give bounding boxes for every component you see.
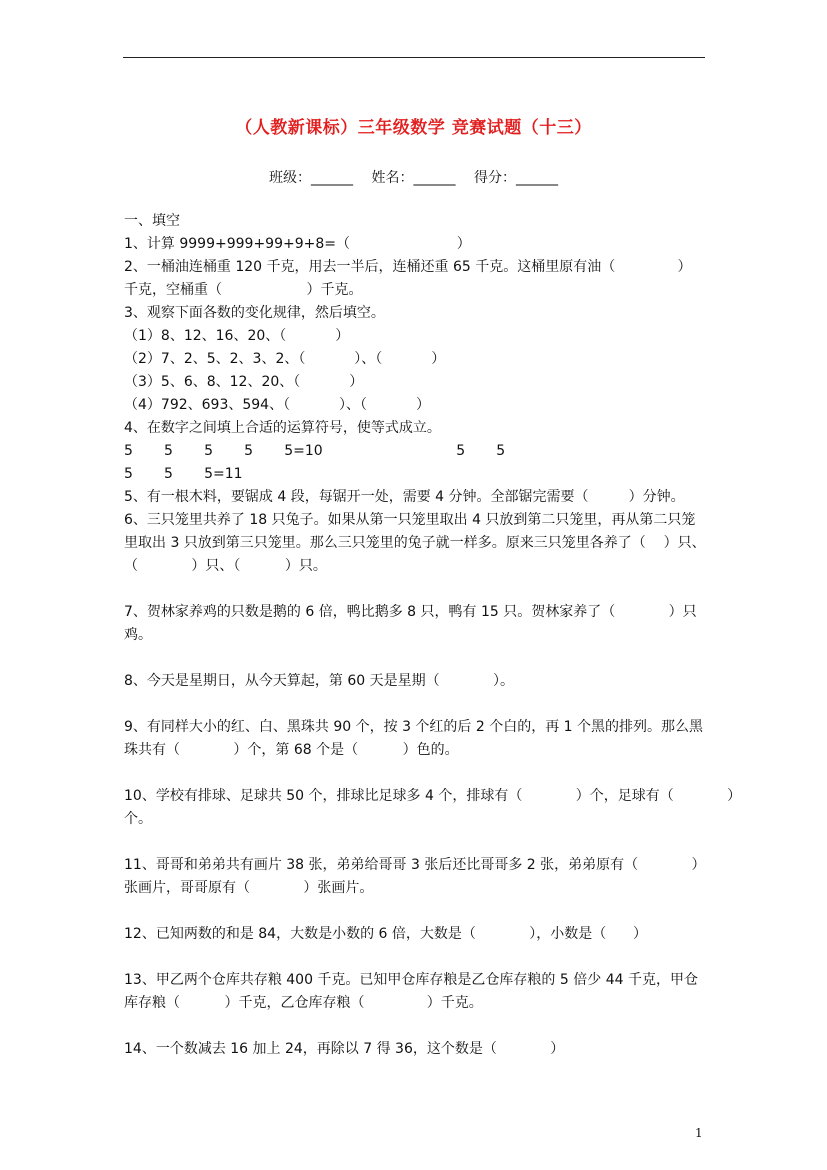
question-4: 4、在数字之间填上合适的运算符号，使等式成立。 (124, 420, 441, 436)
name-field: 姓名：______ (371, 170, 456, 186)
question-4-row-1: 5 5 5 5 5=10 5 5 (124, 443, 506, 459)
student-info-row (0, 167, 827, 187)
question-2-cont: 千克，空桶重（ ）千克。 (124, 282, 363, 298)
question-1: 1、计算 9999+999+99+9+8=（ ） (124, 236, 471, 252)
question-14: 14、一个数减去 16 加上 24，再除以 7 得 36，这个数是（ ） (124, 1041, 565, 1057)
page-number: 1 (695, 1126, 703, 1140)
question-9: 9、有同样大小的红、白、黑珠共 90 个，按 3 个红的后 2 个白的，再 1 个黑的排列。那么黑 (124, 719, 704, 735)
question-3-3: （3）5、6、8、12、20、（ ） (124, 374, 364, 390)
question-11: 11、哥哥和弟弟共有画片 38 张，弟弟给哥哥 3 张后还比哥哥多 2 张，弟弟原有（ ） (124, 857, 706, 873)
question-6: 6、三只笼里共养了 18 只兔子。如果从第一只笼里取出 4 只放到第二只笼里，再从第二只笼 (124, 512, 696, 528)
question-12: 12、已知两数的和是 84，大数是小数的 6 倍，大数是（ ），小数是（ ） (124, 926, 647, 942)
question-13: 13、甲乙两个仓库共存粮 400 千克。已知甲仓库存粮是乙仓库存粮的 5 倍少 44 千克，甲仓 (124, 972, 698, 988)
class-field: 班级：______ (269, 170, 354, 186)
question-10-cont: 个。 (124, 811, 152, 827)
section-heading: 一、填空 (124, 213, 180, 229)
page-title: （人教新课标）三年级数学 竞赛试题（十三） (235, 118, 592, 138)
header-rule (123, 57, 705, 58)
question-5: 5、有一根木料，要锯成 4 段，每锯开一处，需要 4 分钟。全部锯完需要（ ）分钟。 (124, 489, 685, 505)
question-9-cont: 珠共有（ ）个，第 68 个是（ ）色的。 (124, 742, 459, 758)
question-6-cont: 里取出 3 只放到第三只笼里。那么三只笼里的兔子就一样多。原来三只笼里各养了（ ）只、 (124, 535, 706, 551)
question-2: 2、一桶油连桶重 120 千克，用去一半后，连桶还重 65 千克。这桶里原有油（ ） (124, 259, 692, 275)
question-7: 7、贺林家养鸡的只数是鹅的 6 倍，鸭比鹅多 8 只，鸭有 15 只。贺林家养了（ ）只 (124, 604, 697, 620)
question-3-4: （4）792、693、594、（ ）、（ ） (124, 397, 430, 413)
question-11-cont: 张画片，哥哥原有（ ）张画片。 (124, 880, 374, 896)
question-13-cont: 库存粮（ ）千克，乙仓库存粮（ ）千克。 (124, 995, 483, 1011)
question-4-row-2: 5 5 5=11 (124, 466, 243, 482)
question-10: 10、学校有排球、足球共 50 个，排球比足球多 4 个，排球有（ ）个，足球有（ ） (124, 788, 742, 804)
score-field: 得分：______ (473, 170, 558, 186)
question-3-2: （2）7、2、5、2、3、2、（ ）、（ ） (124, 351, 446, 367)
question-3: 3、观察下面各数的变化规律，然后填空。 (124, 305, 385, 321)
question-8: 8、今天是星期日，从今天算起，第 60 天是星期（ ）。 (124, 673, 515, 689)
question-7-cont: 鸡。 (124, 627, 152, 643)
question-6-cont-2: （ ）只、（ ）只。 (124, 558, 327, 574)
question-3-1: （1）8、12、16、20、（ ） (124, 328, 350, 344)
